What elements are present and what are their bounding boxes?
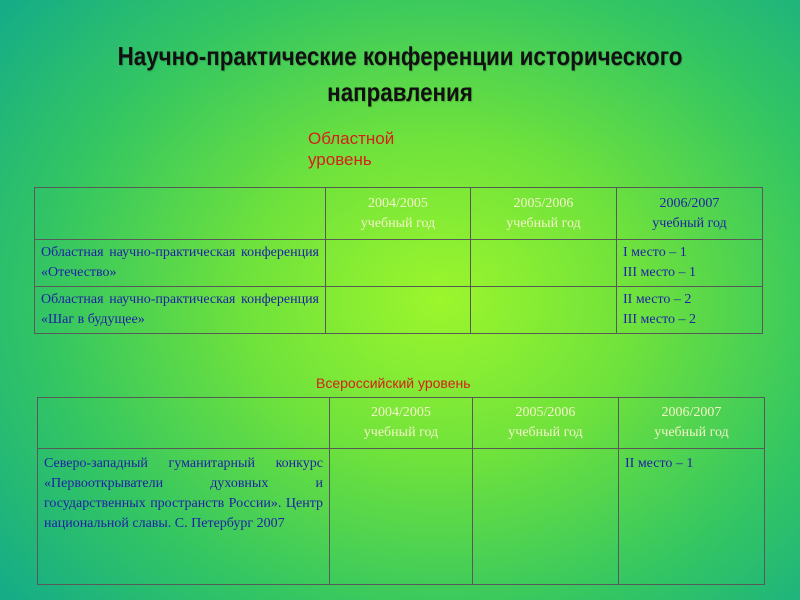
national-conferences-table [37, 397, 765, 585]
result-cell [326, 287, 471, 334]
result-cell [471, 287, 617, 334]
header-year-sub: учебный год [508, 425, 583, 440]
slide-title-line1: Научно-практические конференции исторического [117, 41, 683, 71]
result-cell [471, 240, 617, 287]
header-year: 2006/2007 [661, 405, 722, 420]
header-year: 2006/2007 [659, 195, 720, 211]
header-year-cell [330, 398, 473, 449]
header-year-sub: учебный год [363, 425, 439, 440]
result-line: II место – 1 [625, 456, 694, 471]
header-year-sub: учебный год [654, 425, 729, 440]
result-line: II место – 2 [623, 292, 692, 307]
conference-name-cell: Северо-западный гуманитарный конкурс «Первооткрыватели духовных и государственных пространств России». Центр национальной славы. С. Петербург 2007 [38, 449, 330, 585]
header-year-sub: учебный год [360, 215, 436, 231]
header-year: 2004/2005 [371, 405, 431, 420]
table-row [35, 240, 763, 287]
table-row [38, 449, 765, 585]
result-cell [619, 449, 765, 585]
header-empty-cell [38, 398, 330, 449]
header-year-cell [617, 188, 763, 240]
result-cell [617, 240, 763, 287]
header-year-cell [326, 188, 471, 240]
regional-conferences-table [34, 187, 763, 334]
header-year: 2004/2005 [368, 195, 428, 211]
header-year: 2005/2006 [513, 195, 574, 211]
slide-title-line2: направления [327, 77, 473, 107]
result-cell [473, 449, 619, 585]
table-row [35, 287, 763, 334]
result-cell [326, 240, 471, 287]
result-cell [330, 449, 473, 585]
result-line: III место – 1 [623, 265, 697, 280]
header-year-cell [619, 398, 765, 449]
slide-title [90, 38, 709, 110]
table-header-row [38, 398, 765, 449]
national-level-label: Всероссийский уровень [316, 375, 471, 391]
result-line: III место – 2 [623, 312, 697, 327]
result-line: I место – 1 [623, 245, 687, 260]
conference-name-cell: Областная научно-практическая конференция «Отечество» [35, 240, 326, 287]
header-year-cell [473, 398, 619, 449]
header-year-cell [471, 188, 617, 240]
table-header-row [35, 188, 763, 240]
header-empty-cell [35, 188, 326, 240]
header-year-sub: учебный год [652, 215, 727, 231]
regional-level-label: Областной уровень [308, 129, 395, 169]
header-year-sub: учебный год [506, 215, 581, 231]
header-year: 2005/2006 [515, 405, 576, 420]
conference-name-cell: Областная научно-практическая конференция «Шаг в будущее» [35, 287, 326, 334]
result-cell [617, 287, 763, 334]
